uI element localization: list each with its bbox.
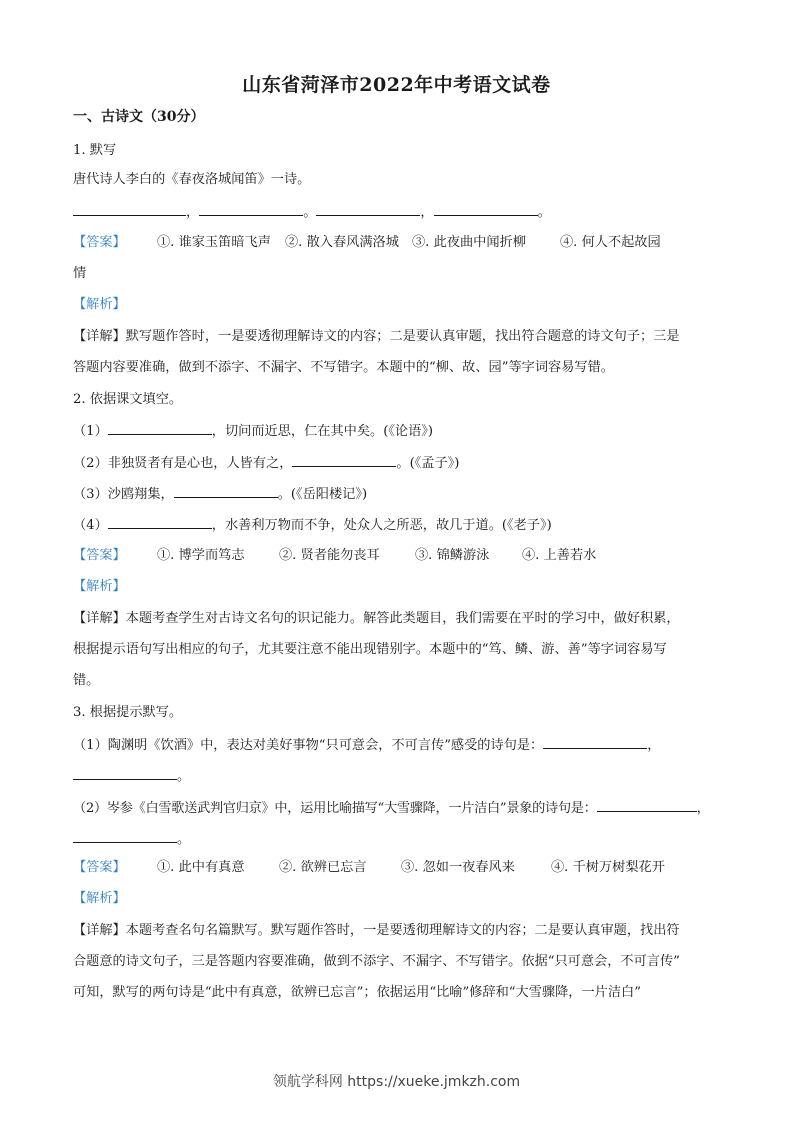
item-text: ，水善利万物而不争，处众人之所恶，故几于道。(《老子》) [211, 518, 552, 533]
q2-heading: 2. 依据课文填空。 [73, 392, 183, 407]
answer-item: ③. 锦鳞游泳 [415, 548, 490, 563]
answer-item: ②. 欲辨已忘言 [279, 860, 367, 875]
detail-line: 根据提示语句写出相应的句子，尤其要注意不能出现错别字。本题中的“笃、鳞、游、善”等字词容易写 [73, 642, 667, 657]
punct: ， [420, 205, 434, 220]
answer-item: ④. 上善若水 [522, 548, 597, 563]
answer-blank[interactable] [597, 797, 697, 812]
punct: ， [696, 801, 710, 816]
punct: ， [647, 738, 661, 753]
q2-item [73, 420, 733, 442]
analysis-tag: 【解析】 [73, 297, 126, 312]
answer-blank[interactable] [174, 483, 278, 498]
punct: 。 [537, 205, 551, 220]
item-prefix: （4） [73, 518, 108, 533]
q3-item-cont [73, 828, 733, 850]
q3-item [73, 734, 733, 756]
answer-tag: 【答案】 [73, 548, 126, 563]
item-text: （1）陶渊明《饮酒》中，表达对美好事物“只可意会，不可言传”感受的诗句是： [73, 738, 544, 753]
q3-item [73, 797, 733, 819]
punct: 。 [177, 832, 191, 847]
detail-line: 答题内容要准确，做到不添字、不漏字、不写错字。本题中的“柳、故、园”等字词容易写错。 [73, 360, 614, 375]
detail-line: 【详解】默写题作答时，一是要透彻理解诗文的内容；二是要认真审题，找出符合题意的诗文句子；三是 [73, 329, 680, 344]
answer-blank[interactable] [108, 420, 212, 435]
punct: ， [186, 205, 200, 220]
section-heading: 一、古诗文（30分） [73, 109, 205, 125]
answer-blank[interactable] [434, 201, 538, 216]
item-prefix: （2）非独贤者有是心也，人皆有之， [73, 456, 293, 471]
answer-item: ③. 此夜曲中闻折柳 [412, 235, 526, 250]
answer-item: ③. 忽如一夜春风来 [401, 860, 515, 875]
answer-item: ①. 博学而笃志 [157, 548, 245, 563]
answer-blank[interactable] [108, 514, 212, 529]
item-text: 。(《岳阳楼记》) [277, 487, 368, 502]
q1-heading: 1. 默写 [73, 143, 117, 158]
q1-prompt: 唐代诗人李白的《春夜洛城闻笛》一诗。 [73, 172, 311, 187]
q1-answer-wrap: 情 [73, 266, 87, 281]
detail-line: 【详解】本题考查学生对古诗文名句的识记能力。解答此类题目，我们需要在平时的学习中，做好积累， [73, 611, 680, 626]
answer-blank[interactable] [73, 828, 177, 843]
answer-tag: 【答案】 [73, 235, 126, 250]
item-prefix: （1） [73, 424, 108, 439]
item-text: ，切问而近思，仁在其中矣。(《论语》) [211, 424, 434, 439]
q2-answer-row [73, 546, 733, 566]
answer-blank[interactable] [316, 201, 420, 216]
item-text: （2）岑参《白雪歌送武判官归京》中，运用比喻描写“大雪骤降，一片洁白”景象的诗句是： [73, 801, 597, 816]
detail-line: 可知，默写的两句诗是“此中有真意，欲辨已忘言”；依据运用“比喻”修辞和“大雪骤降，一片洁白” [73, 985, 641, 1000]
q3-item-cont [73, 765, 733, 787]
answer-blank[interactable] [73, 201, 186, 216]
q3-heading: 3. 根据提示默写。 [73, 705, 183, 720]
answer-blank[interactable] [292, 452, 396, 467]
answer-blank[interactable] [543, 734, 647, 749]
detail-line: 【详解】本题考查名句名篇默写。默写题作答时，一是要透彻理解诗文的内容；二是要认真审题，找出符 [73, 923, 680, 938]
answer-item: ②. 贤者能勿丧耳 [279, 548, 380, 563]
q3-answer-row [73, 858, 733, 878]
item-text: 。(《孟子》) [396, 456, 460, 471]
q2-item [73, 483, 733, 505]
analysis-tag: 【解析】 [73, 891, 126, 906]
answer-blank[interactable] [199, 201, 303, 216]
detail-line: 合题意的诗文句子，三是答题内容要准确，做到不添字、不漏字、不写错字。依据“只可意会，不可言传” [73, 954, 680, 969]
detail-line: 错。 [73, 673, 100, 688]
answer-blank[interactable] [73, 765, 177, 780]
q1-blanks-row [73, 201, 733, 223]
q2-item [73, 514, 733, 536]
q2-item [73, 452, 733, 474]
analysis-tag: 【解析】 [73, 579, 126, 594]
answer-tag: 【答案】 [73, 860, 126, 875]
q1-answer-row [73, 233, 733, 253]
answer-item: ①. 此中有真意 [157, 860, 245, 875]
page-title: 山东省菏泽市2022年中考语文试卷 [242, 74, 551, 96]
punct: 。 [177, 769, 191, 784]
answer-item: ②. 散入春风满洛城 [285, 235, 399, 250]
answer-item: ④. 何人不起故园 [560, 235, 661, 250]
punct: 。 [303, 205, 317, 220]
answer-item: ④. 千树万树梨花开 [551, 860, 665, 875]
answer-item: ①. 谁家玉笛暗飞声 [157, 235, 271, 250]
footer-watermark: 领航学科网 https://xueke.jmkzh.com [272, 1074, 521, 1090]
item-prefix: （3）沙鸥翔集， [73, 487, 174, 502]
